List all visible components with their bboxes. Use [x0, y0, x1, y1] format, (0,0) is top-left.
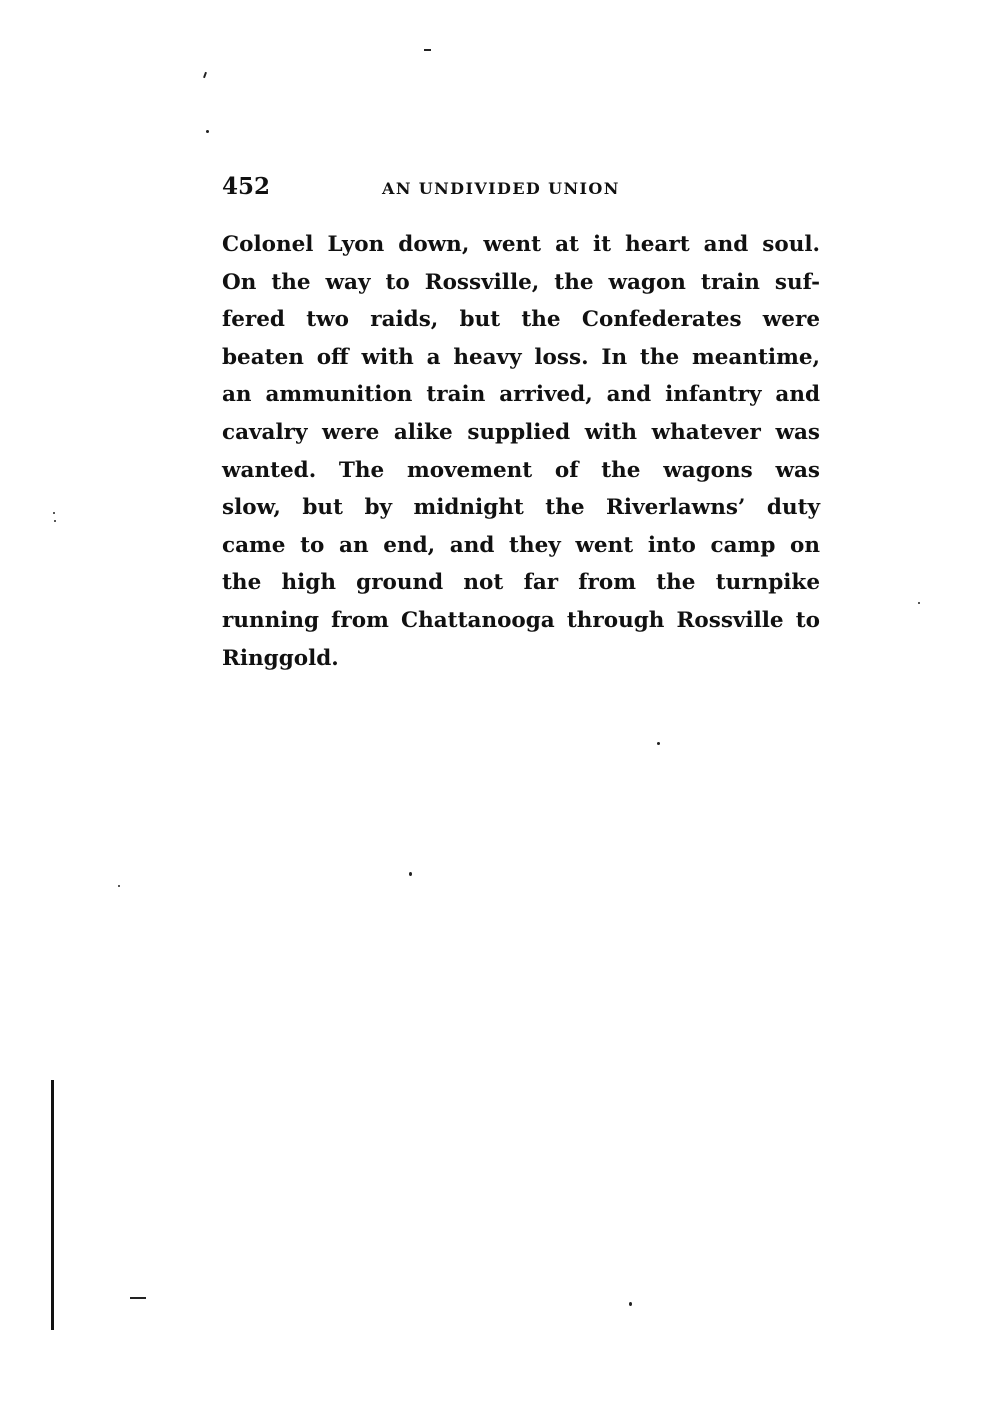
scan-edge-line [51, 1080, 54, 1330]
text-line: beaten off with a heavy loss. In the meantime, [222, 344, 820, 370]
scan-speck [53, 512, 55, 514]
scan-speck [918, 602, 920, 604]
scan-speck [409, 872, 412, 876]
scan-speck [206, 130, 209, 133]
running-head [222, 172, 822, 206]
scan-speck [629, 1302, 632, 1306]
text-line: the high ground not far from the turnpike [222, 570, 820, 596]
text-line: On the way to Rossville, the wagon train suf- [222, 269, 820, 295]
scan-speck [130, 1297, 146, 1299]
page-number: 452 [222, 173, 271, 200]
text-line: fered two raids, but the Confederates were [222, 307, 820, 333]
text-line: running from Chattanooga through Rossville to [222, 607, 820, 633]
text-line: slow, but by midnight the Riverlawns’ duty [222, 495, 820, 521]
text-line: wanted. The movement of the wagons was [222, 457, 820, 483]
running-head-title: AN UNDIVIDED UNION [382, 179, 620, 198]
body-paragraph [222, 226, 820, 677]
text-line: an ammunition train arrived, and infantry and [222, 382, 820, 408]
scan-speck [203, 72, 207, 78]
text-line: came to an end, and they went into camp on [222, 532, 820, 558]
text-line: cavalry were alike supplied with whatever was [222, 419, 820, 445]
scan-speck [424, 49, 431, 51]
text-line: Colonel Lyon down, went at it heart and soul. [222, 232, 820, 257]
scan-speck [657, 742, 660, 745]
text-line: Ringgold. [222, 645, 339, 671]
scan-speck [118, 885, 120, 887]
scan-speck [54, 520, 56, 522]
